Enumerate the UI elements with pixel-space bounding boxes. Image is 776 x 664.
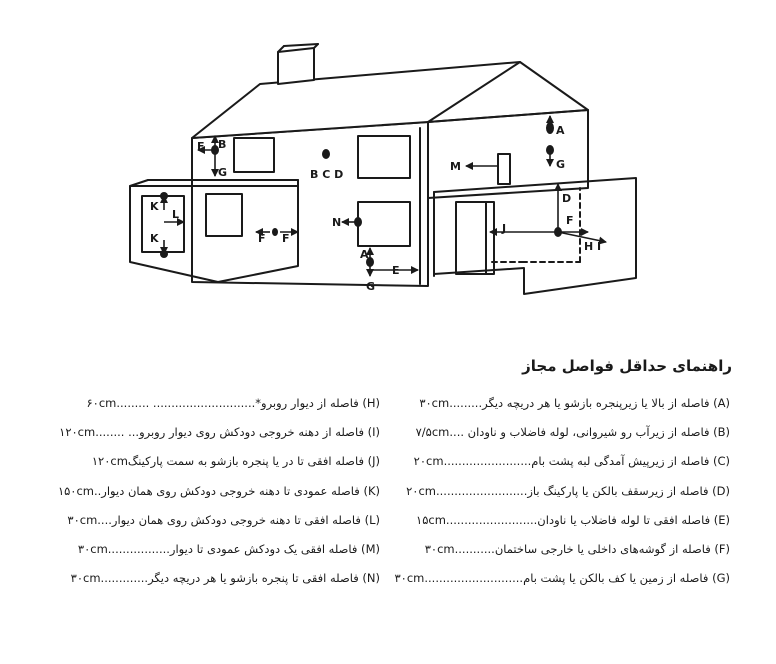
item-value: ۳۰cm <box>70 571 101 586</box>
label-f-right: F <box>566 214 574 227</box>
guide-left-item <box>40 509 380 538</box>
item-label: (H) فاصله از دیوار روبرو*............................ ......... <box>116 396 380 410</box>
item-value: ۳۰cm <box>67 512 98 527</box>
label-k-bottom: K <box>150 232 159 245</box>
item-value: ۳۰cm <box>419 396 450 410</box>
item-label: (G) فاصله از زمین یا کف بالکن یا پشت بام........................... <box>424 571 730 586</box>
guide-right-item <box>390 509 730 538</box>
item-value: ۷/۵cm <box>415 425 450 440</box>
guide-right-item <box>390 480 730 509</box>
item-value: ۱۵cm <box>416 512 446 527</box>
item-label: (C) فاصله از زیرپیش آمدگی لبه پشت بام........................ <box>443 454 730 469</box>
guide-left-item <box>40 421 380 450</box>
garage-door <box>456 202 494 274</box>
chimney <box>278 48 314 84</box>
item-label: (B) فاصله از زیرآب رو شیروانی، لوله فاضلاب و ناودان .... <box>449 425 730 440</box>
item-value: ۱۲۰cm <box>59 425 96 440</box>
guide-title: راهنمای حداقل فواصل مجاز <box>522 357 732 375</box>
item-label: (F) فاصله از گوشه‌های داخلی یا خارجی ساختمان........... <box>454 541 730 556</box>
extension-window <box>206 194 242 236</box>
bay-window <box>142 196 184 252</box>
upper-left-window <box>234 138 274 172</box>
label-hi: H I <box>584 240 602 253</box>
guide-right-item <box>390 421 730 450</box>
lower-right-window <box>358 202 410 246</box>
main-house-wall <box>192 122 428 286</box>
label-bcd: B C D <box>310 168 344 181</box>
item-value: ۳۰cm <box>424 541 455 556</box>
label-a-bottom: A <box>360 248 369 261</box>
item-value: ۳۰cm <box>394 571 425 586</box>
item-label: (I) فاصله از دهنه خروجی دودکش روی دیوار روبرو... ........ <box>95 425 380 440</box>
label-m: M <box>450 160 461 173</box>
item-label: (A) فاصله از بالا یا زیرپنجره بازشو یا هر دریچه دیگر......... <box>449 396 730 410</box>
main-roof <box>192 62 588 138</box>
item-value: ۲۰cm <box>413 454 444 469</box>
house-diagram <box>0 0 776 330</box>
item-label: (K) فاصله عمودی تا دهنه خروجی دودکش روی همان دیوار.. <box>94 483 380 498</box>
upper-right-window <box>358 136 410 178</box>
item-value: ۱۵۰cm <box>57 483 94 498</box>
label-d: D <box>562 192 572 205</box>
guide-right-item <box>390 392 730 421</box>
item-value: ۲۰cm <box>406 483 436 498</box>
label-g-left: G <box>218 166 228 179</box>
guide-left-item <box>40 538 380 567</box>
guide-left-item <box>40 450 380 479</box>
label-g-bottom: G <box>366 280 376 293</box>
item-label: (N) فاصله افقی تا پنجره بازشو یا هر دریچه دیگر............. <box>100 571 380 586</box>
label-b: B <box>218 138 227 151</box>
label-g-top: G <box>556 158 566 171</box>
label-a-top: A <box>556 124 565 137</box>
guide-right-item <box>390 538 730 567</box>
item-value: ۶۰cm <box>86 396 117 410</box>
label-e: E <box>392 264 400 277</box>
label-l: L <box>172 208 180 221</box>
item-value: ۱۲۰cm <box>91 454 128 469</box>
guide-left-item <box>40 392 380 421</box>
item-label: (L) فاصله افقی تا دهنه خروجی دودکش روی همان دیوار.... <box>97 512 380 527</box>
guide-right-item <box>390 567 730 596</box>
label-j: J <box>502 222 507 235</box>
item-label: (E) فاصله افقی تا لوله فاضلاب یا ناودان......................... <box>445 512 730 527</box>
label-f-left: F <box>197 140 205 153</box>
guide-right-item <box>390 450 730 479</box>
item-label: (M) فاصله افقی یک دودکش عمودی تا دیوار................. <box>107 541 380 556</box>
guide-list-left <box>40 392 380 596</box>
item-label: (D) فاصله از زیرسقف بالکن یا پارکینگ باز......................... <box>435 483 730 498</box>
label-k-top: K <box>150 200 159 213</box>
guide-left-item <box>40 480 380 509</box>
vent-box <box>498 154 510 184</box>
label-n: N <box>332 216 342 229</box>
label-f-ext-right: F <box>282 232 290 245</box>
item-value: ۳۰cm <box>77 541 108 556</box>
item-label: (J) فاصله افقی تا در یا پنجره بازشو به سمت پارکینگ <box>127 454 380 469</box>
guide-left-item <box>40 567 380 596</box>
guide-list-right <box>390 392 730 596</box>
label-f-ext-left: F <box>258 232 266 245</box>
